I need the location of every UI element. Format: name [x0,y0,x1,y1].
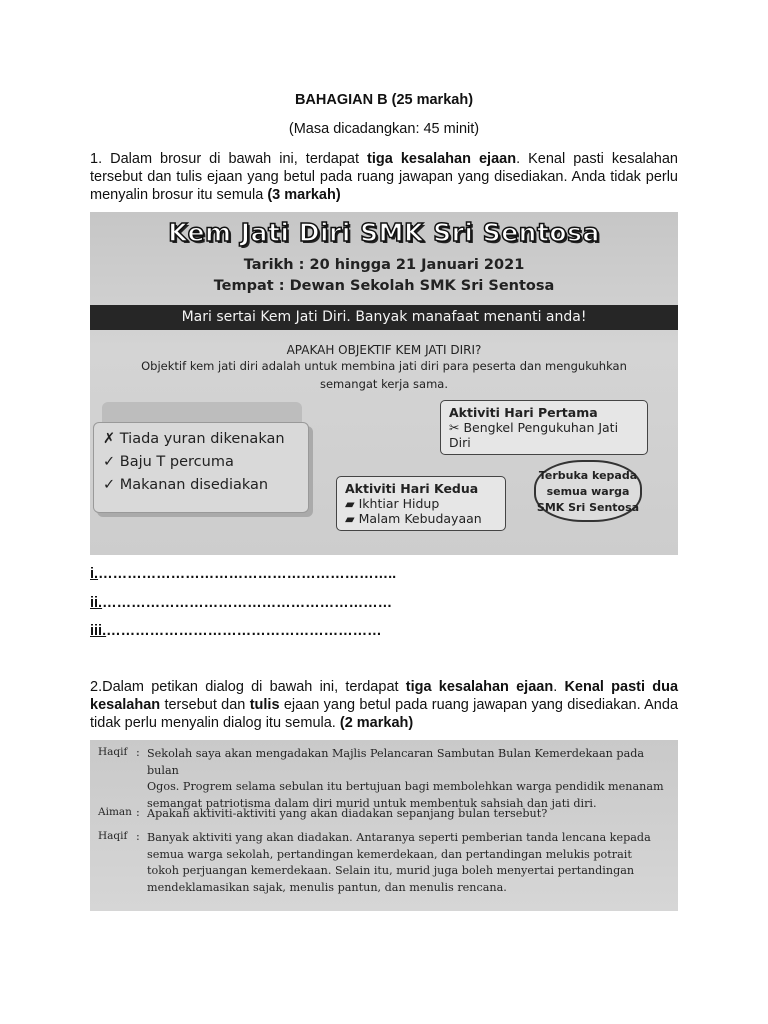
speaker-name: Haqif [98,830,128,842]
clapper-icon: ▰ [345,511,355,526]
q2-text-end: ejaan yang betul pada ruang jawapan yang disediakan. Anda tidak perlu menyalin dialog itu semula. [90,697,679,731]
q2-text-start: 2.Dalam petikan dialog di bawah ini, terdapat [90,679,406,695]
answer-number: iii. [90,623,107,639]
answer-blank: ………………………………………………… [106,623,382,639]
colon: : [136,806,140,819]
dialog-line: tokoh perjuangan kemerdekaan. Selain itu, murid juga boleh menyertai pertandingan [147,864,635,877]
q2-emphasis: tulis [249,697,280,713]
answer-line-3[interactable] [90,623,382,639]
benefits-tab-decoration [102,402,302,424]
answer-blank: …………………………………………………….. [98,566,397,582]
q1-text-end: . Kenal pasti kesalahan tersebut dan tulis ejaan yang betul pada ruang jawapan yang disediakan. Anda tidak perlu menyalin brosur itu semula [90,151,679,203]
day2-activity-box [336,476,506,531]
brochure-date: Tarikh : 20 hingga 21 Januari 2021 [243,257,525,273]
section-title: BAHAGIAN B (25 markah) [294,92,474,108]
dialog-text [147,746,670,812]
day1-item: Bengkel Pengukuhan Jati Diri [449,420,619,450]
check-icon: ✓ [103,454,116,470]
dialog-text [147,806,670,823]
benefit-label: Makanan disediakan [119,477,269,493]
benefit-item [103,474,308,497]
speaker-name: Aiman [98,806,132,818]
brochure-question: APAKAH OBJEKTIF KEM JATI DIRI? [286,343,482,357]
day2-title: Aktiviti Hari Kedua [345,481,479,496]
brochure-heading: Kem Jati Diri SMK Sri Sentosa [168,218,600,247]
dialog-line: Banyak aktiviti yang akan diadakan. Antaranya seperti pemberian tanda lencana kepada [147,831,651,844]
q1-marks: (3 markah) [267,187,341,203]
clapper-icon: ▰ [345,496,355,511]
colon: : [136,746,140,759]
open-to-all-badge [534,460,642,522]
badge-line: SMK Sri Sentosa [536,501,640,514]
answer-number: i. [90,566,99,582]
day1-activity-box [440,400,648,455]
question-1-text [90,150,678,204]
benefit-item [103,428,308,451]
q2-emphasis: Kenal pasti dua kesalahan [90,679,679,713]
badge-line: Terbuka kepada [538,469,638,482]
q2-marks: (2 markah) [339,715,414,731]
benefit-item [103,451,308,474]
benefits-box [93,422,309,513]
dialog-text [147,830,670,896]
dialog-line: Ogos. Progrem selama sebulan itu bertujuan bagi membolehkan warga pendidik menanam [147,780,664,793]
brochure-image [90,212,678,555]
answer-blank: …………………………………………………… [102,595,393,611]
day1-title: Aktiviti Hari Pertama [449,405,598,420]
q2-emphasis: tiga kesalahan ejaan [405,679,554,695]
question-2-text [90,678,678,732]
benefit-label: Tiada yuran dikenakan [119,431,285,447]
dialog-line: semangat patriotisma dalam diri murid untuk membentuk sahsiah dan jati diri. [147,796,597,810]
tools-icon: ✂ [449,420,460,435]
brochure-place: Tempat : Dewan Sekolah SMK Sri Sentosa [213,278,555,294]
answer-line-1[interactable] [90,566,396,582]
dialog-line: Apakah aktiviti-aktiviti yang akan diadakan sepanjang bulan tersebut? [147,807,548,820]
brochure-objective-line2: semangat kerja sama. [319,377,448,391]
brochure-banner: Mari sertai Kem Jati Diri. Banyak manafaat menanti anda! [90,305,678,330]
q1-emphasis: tiga kesalahan ejaan [367,151,517,167]
time-suggestion: (Masa dicadangkan: 45 minit) [288,121,480,137]
answer-line-2[interactable] [90,595,392,611]
q1-text-start: 1. Dalam brosur di bawah ini, terdapat [90,151,368,167]
dialog-line: mendeklamasikan sajak, menulis pantun, dan menulis rencana. [147,880,507,894]
brochure-objective-line1: Objektif kem jati diri adalah untuk membina jati diri para peserta dan mengukuhkan [141,359,627,373]
dialog-line: Sekolah saya akan mengadakan Majlis Pelancaran Sambutan Bulan Kemerdekaan pada bulan [147,747,645,777]
day2-item: Ikhtiar Hidup [358,496,440,511]
speaker-name: Haqif [98,746,128,758]
dialog-image [90,740,678,911]
answer-number: ii. [90,595,103,611]
badge-line: semua warga [546,485,630,498]
dialog-line: semua warga sekolah, pertandingan kemerdekaan, dan pertandingan melukis potrait [147,847,632,861]
cross-icon: ✗ [103,431,116,447]
colon: : [136,830,140,843]
q2-text-mid: . [553,679,565,695]
benefit-label: Baju T percuma [119,454,234,470]
q2-text-mid: tersebut dan [160,697,250,713]
check-icon: ✓ [103,477,116,493]
day2-item: Malam Kebudayaan [358,511,482,526]
